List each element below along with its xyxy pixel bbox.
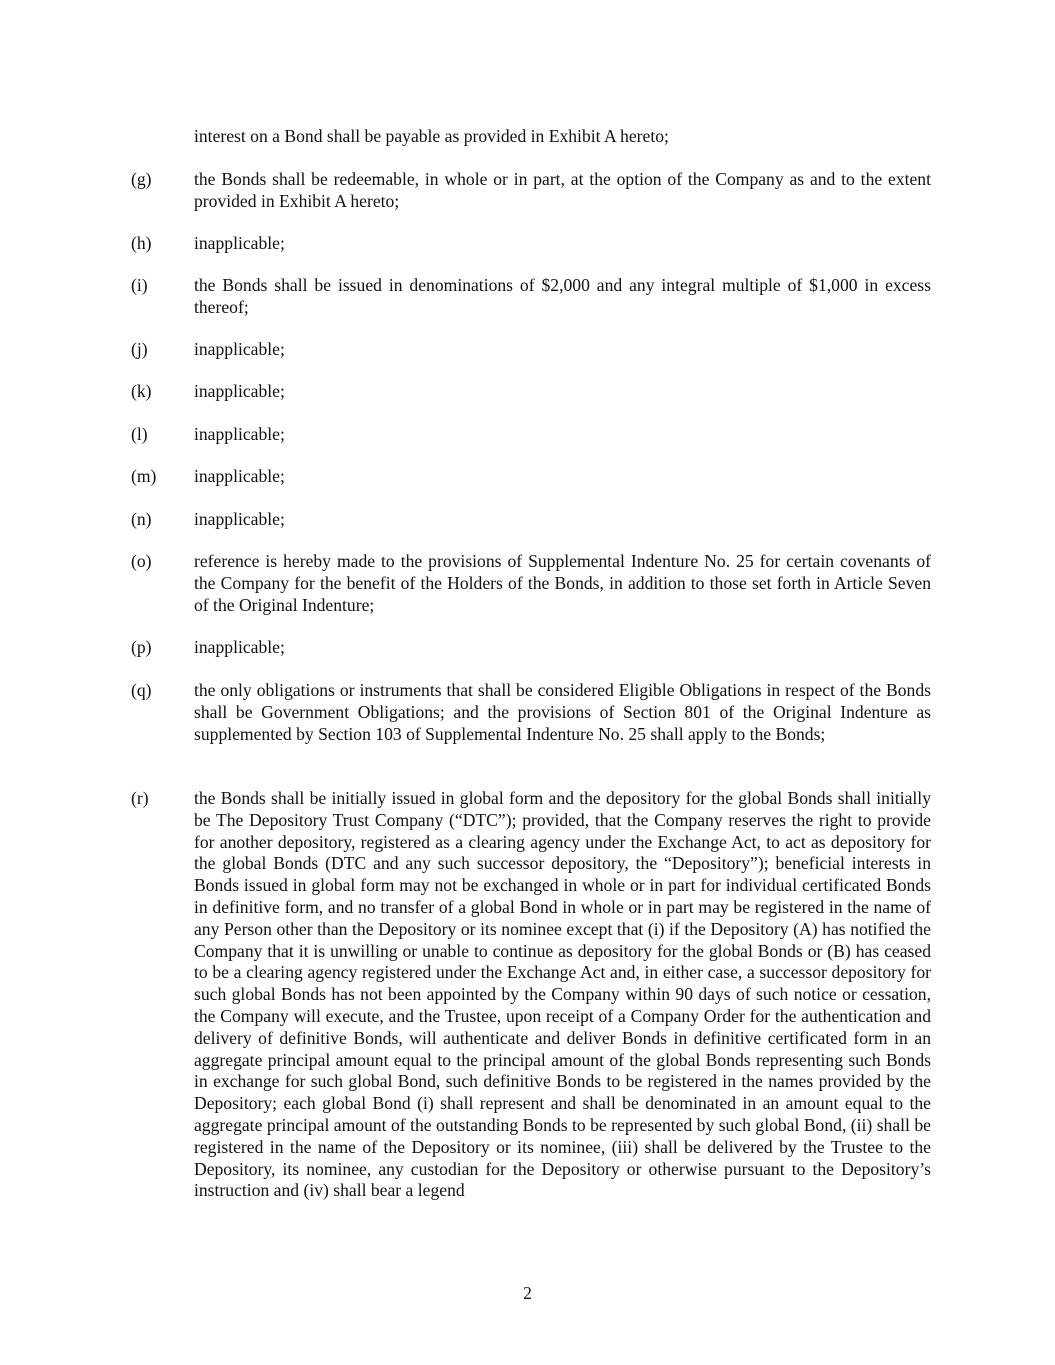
list-item-n bbox=[131, 509, 931, 531]
item-label: (m) bbox=[131, 466, 157, 486]
item-label: (o) bbox=[131, 551, 152, 571]
item-label: (n) bbox=[131, 509, 152, 529]
list-item-l bbox=[131, 424, 931, 446]
list-item-p bbox=[131, 637, 931, 659]
list-item-q bbox=[131, 680, 931, 745]
list-item-j bbox=[131, 339, 931, 361]
item-text: the Bonds shall be initially issued in global form and the depository for the global Bonds shall initially be The Depository Trust Company (“DTC”); provided, that the Company reserves the right to provide for another depository, registered as a clearing agency under the Exchange Act, to act as depository for the global Bonds (DTC and any such successor depository, the “Depository”); beneficial interests in Bonds issued in global form may not be exchanged in whole or in part for individual certificated Bonds in definitive form, and no transfer of a global Bond in whole or in part may be registered in the name of any Person other than the Depository or its nominee except that (i) if the Depository (A) has notified the Company that it is unwilling or unable to continue as depository for the global Bonds or (B) has ceased to be a clearing agency registered under the Exchange Act and, in either case, a successor depository for such global Bonds has not been appointed by the Company within 90 days of such notice or cessation, the Company will execute, and the Trustee, upon receipt of a Company Order for the authentication and delivery of definitive Bonds, will authenticate and deliver Bonds in definitive certificated form in an aggregate principal amount equal to the principal amount of the global Bonds representing such Bonds in exchange for such global Bond, such definitive Bonds to be registered in the names provided by the Depository; each global Bond (i) shall represent and shall be denominated in an amount equal to the aggregate principal amount of the outstanding Bonds to be represented by such global Bond, (ii) shall be registered in the name of the Depository or its nominee, (iii) shall be delivered by the Trustee to the Depository, its nominee, any custodian for the Depository or otherwise pursuant to the Depository’s instruction and (iv) shall bear a legend bbox=[194, 788, 931, 1201]
page-number: 2 bbox=[523, 1283, 532, 1303]
list-item-h bbox=[131, 233, 931, 255]
item-label: (j) bbox=[131, 339, 148, 359]
item-label: (k) bbox=[131, 381, 152, 401]
list-item-g bbox=[131, 169, 931, 213]
item-text: inapplicable; bbox=[194, 509, 285, 529]
continuation-paragraph: interest on a Bond shall be payable as provided in Exhibit A hereto; bbox=[194, 126, 669, 146]
item-label: (p) bbox=[131, 637, 152, 657]
item-text: inapplicable; bbox=[194, 637, 285, 657]
item-label: (l) bbox=[131, 424, 148, 444]
item-text: inapplicable; bbox=[194, 339, 285, 359]
list-item-o bbox=[131, 551, 931, 616]
item-text: the Bonds shall be redeemable, in whole or in part, at the option of the Company as and to the extent provided in Exhibit A hereto; bbox=[194, 169, 931, 211]
list-item-k bbox=[131, 381, 931, 403]
list-item-m bbox=[131, 466, 931, 488]
item-text: inapplicable; bbox=[194, 381, 285, 401]
item-label: (r) bbox=[131, 788, 149, 808]
list-item-r bbox=[131, 788, 931, 1202]
item-text: inapplicable; bbox=[194, 233, 285, 253]
item-text: the only obligations or instruments that shall be considered Eligible Obligations in respect of the Bonds shall be Government Obligations; and the provisions of Section 801 of the Original Indenture as supplemented by Section 103 of Supplemental Indenture No. 25 shall apply to the Bonds; bbox=[194, 680, 931, 744]
list-item-i bbox=[131, 275, 931, 319]
item-text: inapplicable; bbox=[194, 466, 285, 486]
item-text: the Bonds shall be issued in denominations of $2,000 and any integral multiple of $1,000 in excess thereof; bbox=[194, 275, 931, 317]
item-text: reference is hereby made to the provisions of Supplemental Indenture No. 25 for certain covenants of the Company for the benefit of the Holders of the Bonds, in addition to those set forth in Article Seven of the Original Indenture; bbox=[194, 551, 931, 615]
item-text: inapplicable; bbox=[194, 424, 285, 444]
item-label: (h) bbox=[131, 233, 152, 253]
item-label: (g) bbox=[131, 169, 152, 189]
item-label: (i) bbox=[131, 275, 148, 295]
item-label: (q) bbox=[131, 680, 152, 700]
